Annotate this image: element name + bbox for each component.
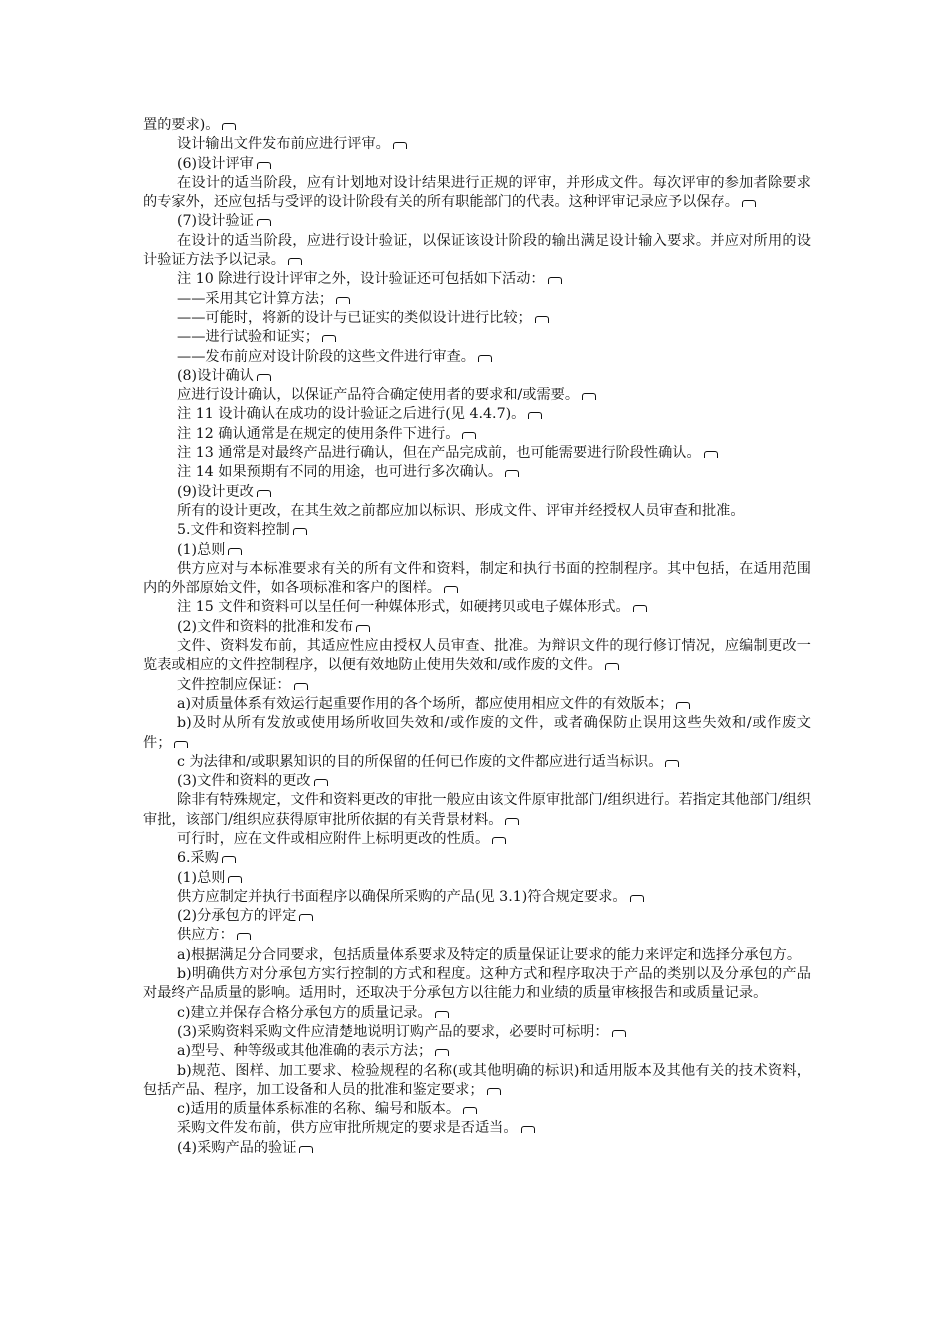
paragraph-text: 注 15 文件和资料可以呈任何一种媒体形式，如硬拷贝或电子媒体形式。 [177,599,630,616]
paragraph [143,926,811,945]
paragraph [143,791,811,830]
paragraph [143,521,811,540]
paragraph-text: 除非有特殊规定，文件和资料更改的审批一般应由该文件原审批部门/组织进行。若指定其他部门/组织审批，该部门/组织应获得原审批所依据的有关背景材料。 [143,792,811,828]
paragraph [143,444,811,463]
paragraph-mark-icon [435,1049,449,1056]
paragraph [143,560,811,599]
paragraph-mark-icon [294,683,308,690]
paragraph-mark-icon [444,586,458,593]
paragraph-text: (9)设计更改 [177,483,254,500]
paragraph [143,502,811,521]
paragraph [143,869,811,888]
paragraph [143,1004,811,1023]
paragraph-text: 文件、资料发布前，其适应性应由授权人员审查、批准。为辩识文件的现行修订情况，应编制更改一览表或相应的文件控制程序，以便有效地防止使用失效和/或作废的文件。 [143,638,811,674]
paragraph-text: (3)文件和资料的更改 [177,773,311,790]
paragraph-mark-icon [435,1011,449,1018]
paragraph-mark-icon [228,548,242,555]
paragraph-mark-icon [257,490,271,497]
paragraph [143,135,811,154]
paragraph-text: c)适用的质量体系标准的名称、编号和版本。 [177,1101,461,1118]
paragraph-mark-icon [393,142,407,149]
paragraph [143,405,811,424]
paragraph-text: 供方应对与本标准要求有关的所有文件和资料，制定和执行书面的控制程序。其中包括，在适用范围内的外部原始文件，如各项标准和客户的图样。 [143,560,811,597]
paragraph-text: (1)总则 [177,869,226,886]
paragraph [143,830,811,849]
paragraph-text: 注 12 确认通常是在规定的使用条件下进行。 [177,425,460,442]
paragraph-text: (4)采购产品的验证 [177,1139,297,1156]
paragraph-text: (2)文件和资料的批准和发布 [177,618,354,635]
paragraph-mark-icon [322,335,336,342]
paragraph [143,232,811,271]
paragraph-mark-icon [288,258,302,265]
paragraph-text: a)根据满足分合同要求，包括质量体系要求及特定的质量保证让要求的能力来评定和选择分承包方。 [177,946,802,963]
paragraph-text: c 为法律和/或职累知识的目的所保留的任何已作废的文件都应进行适当标识。 [177,753,663,770]
paragraph-mark-icon [528,412,542,419]
paragraph-mark-icon [336,297,350,304]
paragraph-text: 在设计的适当阶段，应有计划地对设计结果进行正规的评审，并形成文件。每次评审的参加者除要求的专家外，还应包括与受评的设计阶段有关的所有职能部门的代表。这种评审记录应予以保存。 [143,174,811,211]
paragraph [143,270,811,289]
paragraph-text: a)型号、种等级或其他准确的表示方法； [177,1043,433,1060]
paragraph [143,695,811,714]
paragraph [143,155,811,174]
paragraph-mark-icon [492,837,506,844]
paragraph-mark-icon [356,625,370,632]
paragraph [143,888,811,907]
paragraph-text: 供应方： [177,927,234,944]
paragraph-text: ——进行试验和证实； [177,329,319,346]
paragraph [143,1042,811,1061]
paragraph [143,637,811,676]
paragraph-text: b)明确供方对分承包方实行控制的方式和程度。这种方式和程序取决于产品的类别以及分承包的产品对最终产品质量的影响。适用时，还取决于分承包方以往能力和业绩的质量审核报告和或质量记录。 [143,966,811,1002]
paragraph-mark-icon [478,355,492,362]
paragraph-text: 注 13 通常是对最终产品进行确认，但在产品完成前，也可能需要进行阶段性确认。 [177,445,701,462]
paragraph-text: 在设计的适当阶段，应进行设计验证，以保证该设计阶段的输出满足设计输入要求。并应对所用的设计验证方法予以记录。 [143,232,811,269]
paragraph [143,309,811,328]
paragraph [143,212,811,231]
paragraph [143,290,811,309]
paragraph [143,328,811,347]
paragraph-text: (8)设计确认 [177,367,254,384]
paragraph [143,541,811,560]
paragraph-mark-icon [257,162,271,169]
paragraph [143,598,811,617]
paragraph [143,676,811,695]
paragraph-mark-icon [174,741,188,748]
paragraph-text: b)规范、图样、加工要求、检验规程的名称(或其他明确的标识)和适用版本及其他有关的技术资料，包括产品、程序，加工设备和人员的批准和鉴定要求； [143,1062,811,1098]
paragraph-mark-icon [505,818,519,825]
paragraph [143,1023,811,1042]
paragraph-mark-icon [314,779,328,786]
paragraph-mark-icon [742,200,756,207]
paragraph-mark-icon [535,316,549,323]
paragraph-text: b)及时从所有发放或使用场所收回失效和/或作废的文件，或者确保防止误用这些失效和/或作废文件； [143,715,811,751]
paragraph-mark-icon [612,1030,626,1037]
paragraph-text: ——可能时，将新的设计与已证实的类似设计进行比较； [177,309,532,326]
paragraph-mark-icon [487,1088,501,1095]
paragraph [143,946,811,965]
paragraph-mark-icon [676,702,690,709]
paragraph-text: (1)总则 [177,541,226,558]
paragraph-mark-icon [505,470,519,477]
paragraph [143,772,811,791]
paragraph-text: 设计输出文件发布前应进行评审。 [177,136,390,153]
paragraph-text: 可行时，应在文件或相应附件上标明更改的性质。 [177,830,490,847]
paragraph-mark-icon [257,219,271,226]
paragraph [143,1100,811,1119]
paragraph [143,174,811,213]
paragraph [143,425,811,444]
paragraph-text: 5.文件和资料控制 [177,522,290,539]
paragraph [143,483,811,502]
paragraph [143,1139,811,1158]
paragraph-text: 置的要求)。 [143,117,220,133]
paragraph [143,1119,811,1138]
paragraph-mark-icon [704,451,718,458]
paragraph-mark-icon [299,914,313,921]
paragraph-text: c)建立并保存合格分承包方的质量记录。 [177,1004,432,1021]
paragraph-text: (3)采购资料采购文件应清楚地说明订购产品的要求，必要时可标明： [177,1023,609,1040]
paragraph [143,1062,811,1101]
paragraph-text: ——发布前应对设计阶段的这些文件进行审查。 [177,348,475,365]
paragraph-text: (2)分承包方的评定 [177,908,297,925]
paragraph-text: 文件控制应保证： [177,676,291,693]
paragraph-mark-icon [228,876,242,883]
paragraph-text: (7)设计验证 [177,213,254,230]
paragraph [143,463,811,482]
paragraph-mark-icon [605,663,619,670]
paragraph-text: ——采用其它计算方法； [177,290,334,307]
paragraph-text: 所有的设计更改，在其生效之前都应加以标识、形成文件、评审并经授权人员审查和批准。 [177,502,745,519]
paragraph [143,849,811,868]
paragraph [143,348,811,367]
paragraph [143,907,811,926]
paragraph [143,116,811,135]
paragraph-mark-icon [257,374,271,381]
paragraph-mark-icon [665,760,679,767]
paragraph-text: (6)设计评审 [177,155,254,172]
document-page [143,116,811,1158]
paragraph-mark-icon [633,605,647,612]
paragraph-text: 注 10 除进行设计评审之外，设计验证还可包括如下活动： [177,271,545,288]
paragraph-mark-icon [462,432,476,439]
paragraph-mark-icon [630,895,644,902]
paragraph-mark-icon [222,123,236,130]
paragraph-text: 6.采购 [177,850,219,867]
paragraph-mark-icon [293,528,307,535]
paragraph-mark-icon [222,856,236,863]
paragraph [143,386,811,405]
paragraph-mark-icon [548,277,562,284]
paragraph-text: a)对质量体系有效运行起重要作用的各个场所，都应使用相应文件的有效版本； [177,695,674,712]
paragraph-text: 应进行设计确认，以保证产品符合确定使用者的要求和/或需要。 [177,387,580,404]
paragraph [143,965,811,1004]
paragraph-mark-icon [299,1146,313,1153]
paragraph [143,753,811,772]
paragraph-mark-icon [237,933,251,940]
paragraph [143,618,811,637]
paragraph-mark-icon [463,1107,477,1114]
paragraph [143,367,811,386]
paragraph-mark-icon [582,393,596,400]
paragraph-mark-icon [521,1126,535,1133]
paragraph-text: 注 11 设计确认在成功的设计验证之后进行(见 4.4.7)。 [177,406,526,423]
paragraph [143,714,811,753]
paragraph-text: 注 14 如果预期有不同的用途，也可进行多次确认。 [177,464,503,481]
paragraph-text: 供方应制定并执行书面程序以确保所采购的产品(见 3.1)符合规定要求。 [177,888,627,905]
paragraph-text: 采购文件发布前，供方应审批所规定的要求是否适当。 [177,1120,518,1137]
